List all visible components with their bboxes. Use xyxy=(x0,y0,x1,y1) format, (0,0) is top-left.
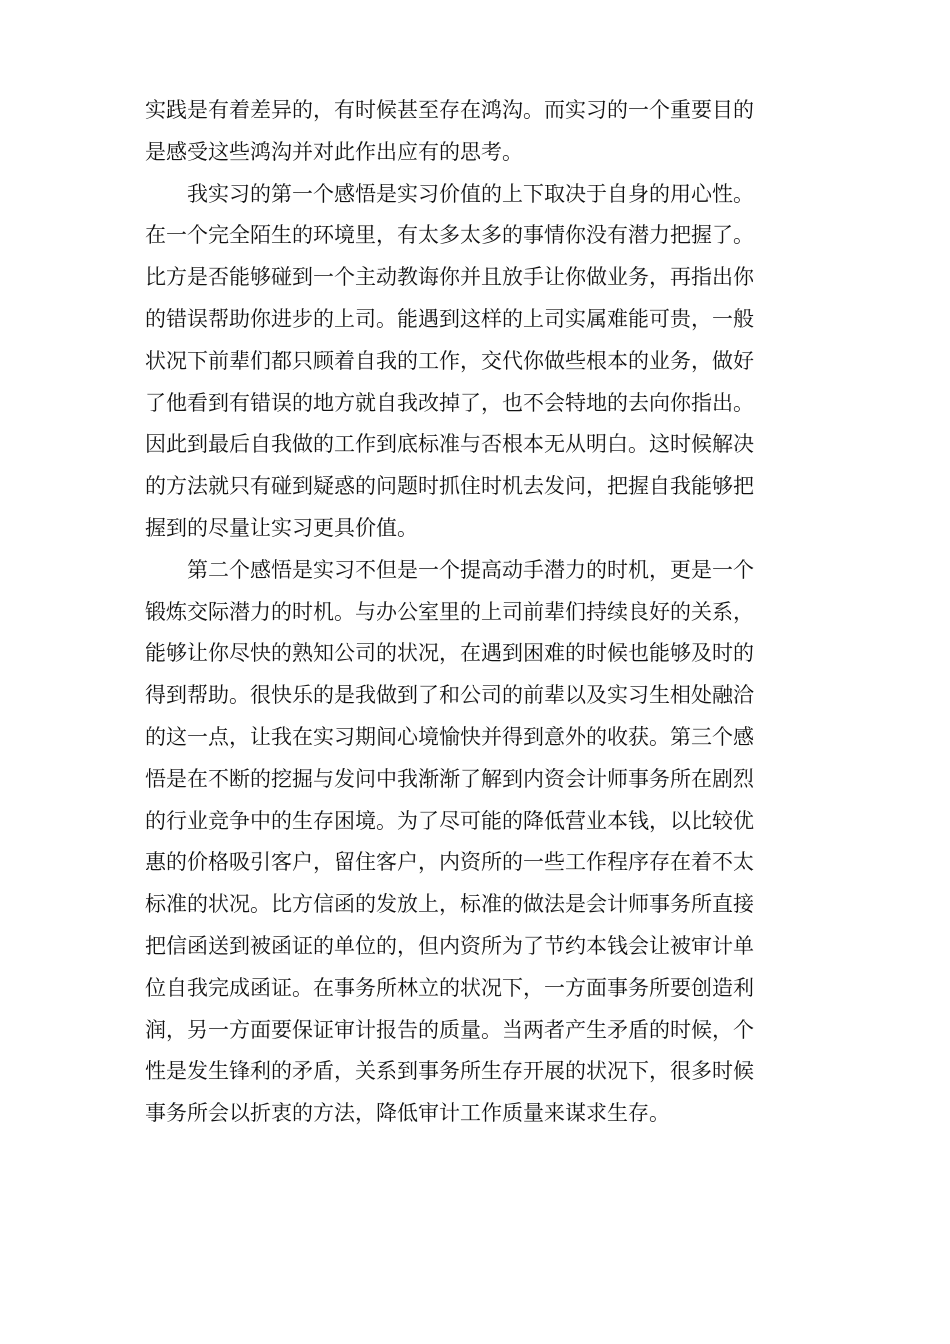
text-line: 了他看到有错误的地方就自我改掉了，也不会特地的去向你指出。 xyxy=(145,390,754,415)
text-line: 因此到最后自我做的工作到底标准与否根本无从明白。这时候解决 xyxy=(145,432,754,457)
text-line: 锻炼交际潜力的时机。与办公室里的上司前辈们持续良好的关系， xyxy=(145,599,754,624)
text-line: 在一个完全陌生的环境里，有太多太多的事情你没有潜力把握了。 xyxy=(145,223,754,248)
text-line: 实践是有着差异的，有时候甚至存在鸿沟。而实习的一个重要目的 xyxy=(145,98,754,122)
text-line: 握到的尽量让实习更具价值。 xyxy=(145,515,418,540)
body-text xyxy=(145,90,805,1135)
text-line: 的这一点，让我在实习期间心境愉快并得到意外的收获。第三个感 xyxy=(145,724,754,749)
text-line: 标准的状况。比方信函的发放上，标准的做法是会计师事务所直接 xyxy=(145,892,754,917)
text-line: 能够让你尽快的熟知公司的状况，在遇到困难的时候也能够及时的 xyxy=(145,641,754,666)
text-line: 状况下前辈们都只顾着自我的工作，交代你做些根本的业务，做好 xyxy=(145,348,754,373)
text-line: 位自我完成函证。在事务所林立的状况下，一方面事务所要创造利 xyxy=(145,975,754,1000)
text-line: 的方法就只有碰到疑惑的问题时抓住时机去发问，把握自我能够把 xyxy=(145,474,754,499)
text-line: 是感受这些鸿沟并对此作出应有的思考。 xyxy=(145,139,523,164)
text-line: 得到帮助。很快乐的是我做到了和公司的前辈以及实习生相处融洽 xyxy=(145,683,754,708)
paragraph-first-line: 第二个感悟是实习不但是一个提高动手潜力的时机，更是一个 xyxy=(187,557,754,582)
text-line: 悟是在不断的挖掘与发问中我渐渐了解到内资会计师事务所在剧烈 xyxy=(145,766,754,791)
text-line: 比方是否能够碰到一个主动教诲你并且放手让你做业务，再指出你 xyxy=(145,265,754,290)
text-line: 性是发生锋利的矛盾，关系到事务所生存开展的状况下，很多时候 xyxy=(145,1059,754,1084)
text-line: 润，另一方面要保证审计报告的质量。当两者产生矛盾的时候，个 xyxy=(145,1017,754,1042)
text-line: 事务所会以折衷的方法，降低审计工作质量来谋求生存。 xyxy=(145,1101,670,1126)
text-line: 的错误帮助你进步的上司。能遇到这样的上司实属难能可贵，一般 xyxy=(145,306,754,331)
text-line: 的行业竞争中的生存困境。为了尽可能的降低营业本钱，以比较优 xyxy=(145,808,754,833)
text-line: 惠的价格吸引客户，留住客户，内资所的一些工作程序存在着不太 xyxy=(145,850,754,875)
text-line: 把信函送到被函证的单位的，但内资所为了节约本钱会让被审计单 xyxy=(145,933,754,958)
paragraph-first-line: 我实习的第一个感悟是实习价值的上下取决于自身的用心性。 xyxy=(187,181,754,206)
